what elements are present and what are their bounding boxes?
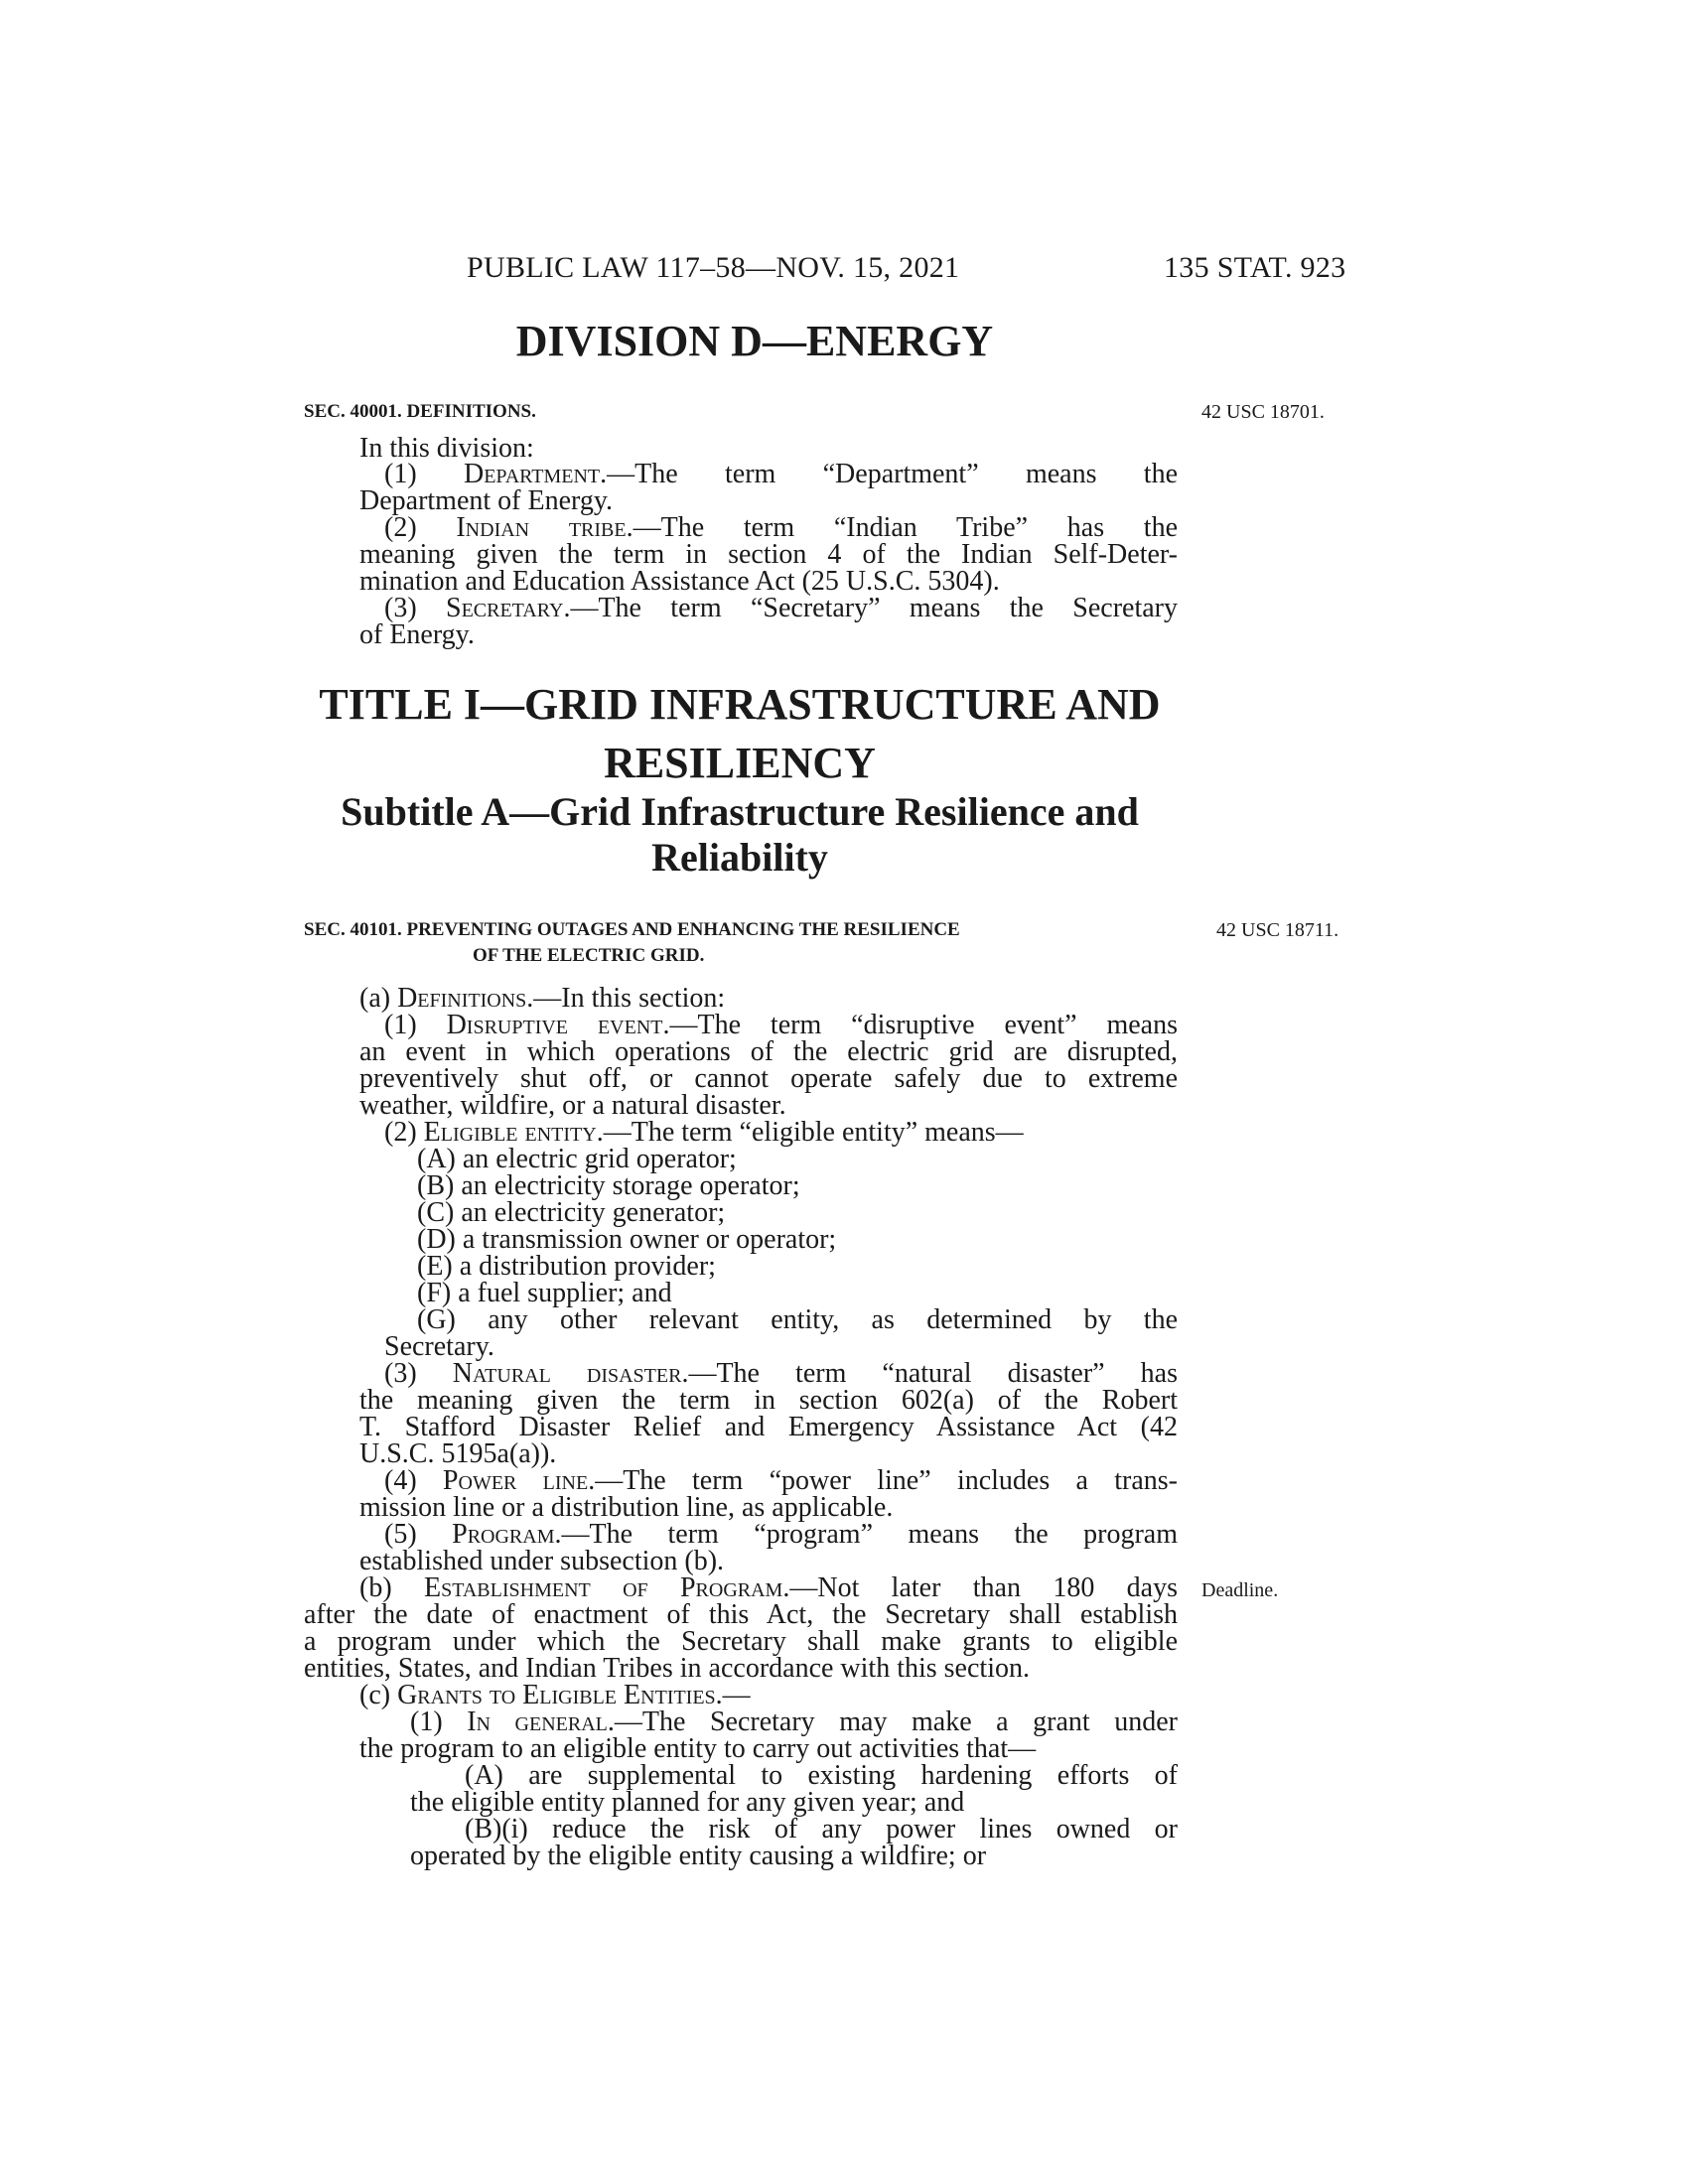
definition-natural-disaster: (3) Natural disaster.—The term “natural disaster” has xyxy=(384,1358,1178,1389)
text-line: T. Stafford Disaster Relief and Emergency Assistance Act (42 xyxy=(359,1412,1178,1442)
subsection-c-grants: (c) Grants to Eligible Entities.— xyxy=(359,1680,751,1710)
list-item: (B) an electricity storage operator; xyxy=(417,1170,800,1201)
list-item: (E) a distribution provider; xyxy=(417,1251,716,1282)
text-line: of Energy. xyxy=(359,619,475,650)
definition-power-line: (4) Power line.—The term “power line” includes a trans- xyxy=(384,1465,1178,1496)
text-line: after the date of enactment of this Act, the Secretary shall establish xyxy=(304,1599,1178,1630)
paragraph-in-general: (1) In general.—The Secretary may make a grant under xyxy=(410,1706,1179,1737)
text-line: an event in which operations of the electric grid are disrupted, xyxy=(359,1036,1178,1067)
margin-note-usc-18701: 42 USC 18701. xyxy=(1201,401,1325,423)
section-heading-40001: SEC. 40001. DEFINITIONS. xyxy=(304,401,536,422)
text-line: the meaning given the term in section 602(a) of the Robert xyxy=(359,1385,1178,1416)
text-line: operated by the eligible entity causing a wildfire; or xyxy=(410,1841,987,1871)
definition-secretary: (3) Secretary.—The term “Secretary” means the Secretary xyxy=(384,593,1179,623)
list-item: (C) an electricity generator; xyxy=(417,1197,726,1228)
text-line: weather, wildfire, or a natural disaster. xyxy=(359,1090,786,1121)
text-line: U.S.C. 5195a(a)). xyxy=(359,1438,557,1469)
list-item: (A) an electric grid operator; xyxy=(417,1144,737,1174)
text-line: preventively shut off, or cannot operate safely due to extreme xyxy=(359,1063,1178,1094)
list-item: (F) a fuel supplier; and xyxy=(417,1278,672,1308)
title-heading: TITLE I—GRID INFRASTRUCTURE AND RESILIENCY xyxy=(319,680,1161,787)
text-line: entities, States, and Indian Tribes in accordance with this section. xyxy=(304,1653,1030,1684)
section-heading-40101: SEC. 40101. PREVENTING OUTAGES AND ENHANCING THE RESILIENCE xyxy=(304,919,960,940)
subsection-b-establishment: (b) Establishment of Program.—Not later than 180 days xyxy=(359,1572,1178,1603)
list-item: (G) any other relevant entity, as determined by the xyxy=(417,1304,1178,1335)
definition-indian-tribe: (2) Indian tribe.—The term “Indian Tribe” has the xyxy=(384,512,1179,543)
list-item: (B)(i) reduce the risk of any power lines owned or xyxy=(465,1814,1178,1844)
text-line: a program under which the Secretary shall make grants to eligible xyxy=(304,1626,1178,1657)
section-heading-40101-line2: OF THE ELECTRIC GRID. xyxy=(473,945,705,966)
running-header-right: 135 STAT. 923 xyxy=(1164,251,1346,284)
definition-department: (1) Department.—The term “Department” means the xyxy=(384,459,1178,489)
text-line: established under subsection (b). xyxy=(359,1546,725,1576)
subsection-a-definitions: (a) Definitions.—In this section: xyxy=(359,983,726,1014)
text-line: the program to an eligible entity to carry out activities that— xyxy=(359,1733,1037,1764)
definition-program: (5) Program.—The term “program” means the program xyxy=(384,1519,1178,1550)
margin-note-usc-18711: 42 USC 18711. xyxy=(1216,919,1339,941)
definition-disruptive-event: (1) Disruptive event.—The term “disruptive event” means xyxy=(384,1010,1179,1040)
list-item: (D) a transmission owner or operator; xyxy=(417,1224,837,1255)
subtitle-heading: Subtitle A—Grid Infrastructure Resilience and Reliability xyxy=(341,789,1139,880)
margin-note-deadline: Deadline. xyxy=(1201,1579,1279,1601)
text-line: meaning given the term in section 4 of the Indian Self-Deter- xyxy=(359,539,1178,570)
text-line: the eligible entity planned for any given year; and xyxy=(410,1787,965,1818)
list-item: (A) are supplemental to existing hardening efforts of xyxy=(465,1760,1178,1791)
division-heading: DIVISION D—ENERGY xyxy=(515,317,994,365)
text-line: Department of Energy. xyxy=(359,485,614,516)
definition-eligible-entity: (2) Eligible entity.—The term “eligible entity” means— xyxy=(384,1117,1024,1148)
text-line: mission line or a distribution line, as applicable. xyxy=(359,1492,894,1523)
text-line: Secretary. xyxy=(384,1331,494,1362)
paragraph-intro: In this division: xyxy=(359,433,534,464)
text-line: mination and Education Assistance Act (25 U.S.C. 5304). xyxy=(359,566,1000,597)
running-header-left: PUBLIC LAW 117–58—NOV. 15, 2021 xyxy=(467,251,960,284)
